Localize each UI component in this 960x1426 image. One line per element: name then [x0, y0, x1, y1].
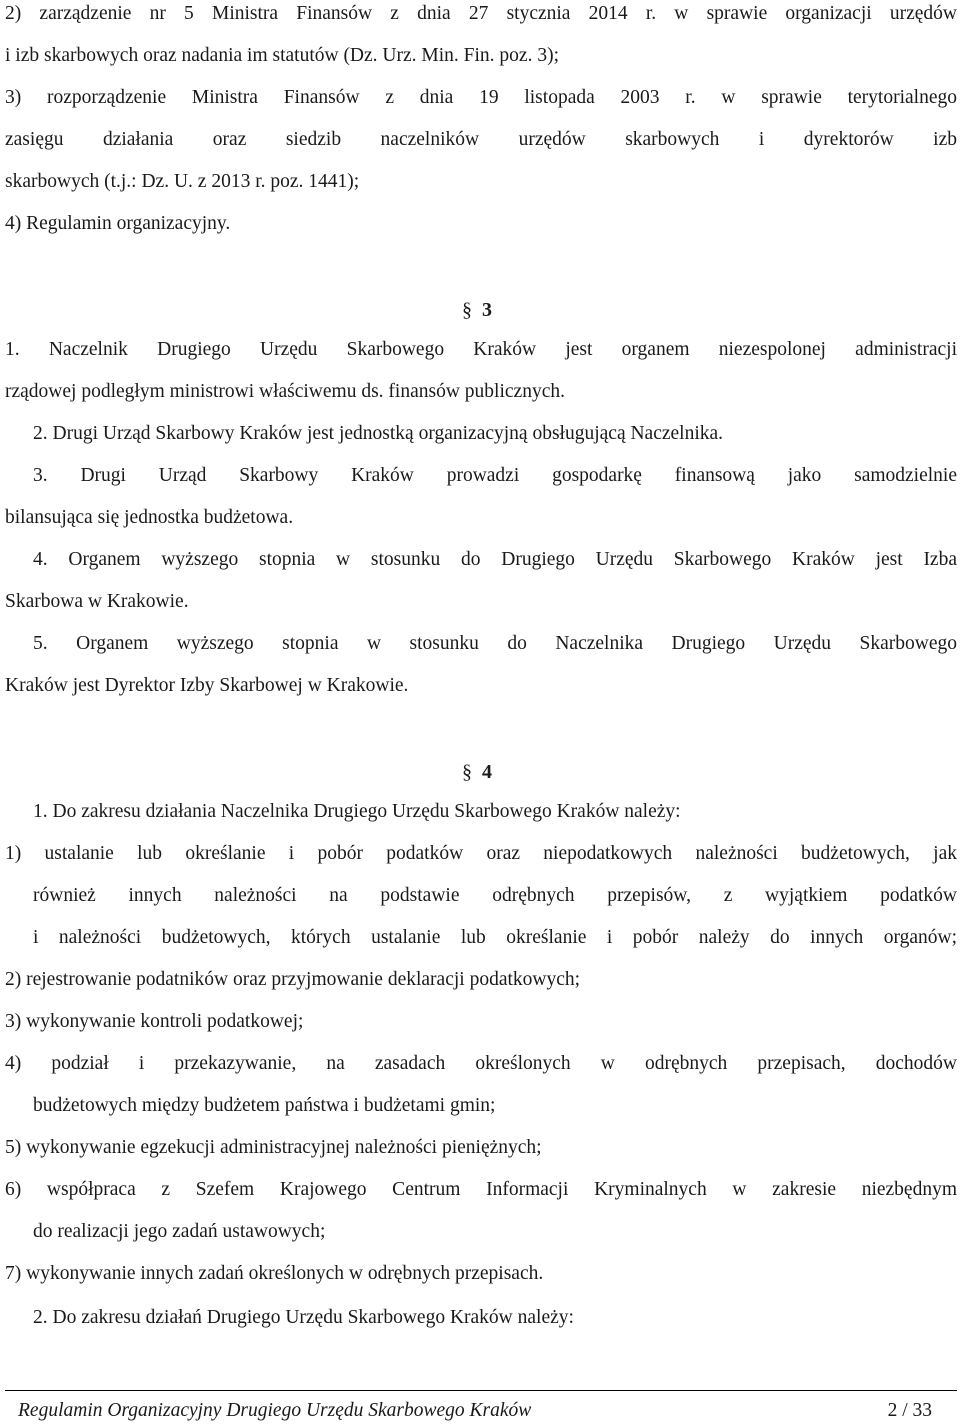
section-3-para-4-line-1: 4. Organem wyższego stopnia w stosunku do Drugiego Urzędu Skarbowego Kraków jest Izba	[33, 549, 957, 570]
section-4-heading	[462, 759, 492, 785]
section-4-item-3: 3) wykonywanie kontroli podatkowej;	[5, 1011, 304, 1032]
section-number: 4	[482, 761, 492, 783]
section-4-item-7: 7) wykonywanie innych zadań określonych w odrębnych przepisach.	[5, 1263, 544, 1284]
footer-page-number: 2 / 33	[887, 1400, 932, 1421]
footer-divider	[5, 1390, 957, 1391]
section-3-para-3-line-1: 3. Drugi Urząd Skarbowy Kraków prowadzi gospodarkę finansową jako samodzielnie	[33, 465, 957, 486]
list-item-3-line-1: 3) rozporządzenie Ministra Finansów z dnia 19 listopada 2003 r. w sprawie terytorialnego	[5, 87, 957, 108]
section-3-para-1-line-2: rządowej podległym ministrowi właściwemu ds. finansów publicznych.	[5, 381, 565, 402]
section-4-item-6-line-2: do realizacji jego zadań ustawowych;	[33, 1221, 326, 1242]
section-3-para-5-line-1: 5. Organem wyższego stopnia w stosunku do Naczelnika Drugiego Urzędu Skarbowego	[33, 633, 957, 654]
section-4-item-1-line-1: 1) ustalanie lub określanie i pobór podatków oraz niepodatkowych należności budżetowych, jak	[5, 843, 957, 864]
section-4-intro-1: 1. Do zakresu działania Naczelnika Drugiego Urzędu Skarbowego Kraków należy:	[33, 801, 681, 822]
section-4-item-1-line-2: również innych należności na podstawie odrębnych przepisów, z wyjątkiem podatków	[33, 885, 957, 906]
section-4-item-1-line-3: i należności budżetowych, których ustalanie lub określanie i pobór należy do innych organów;	[33, 927, 957, 948]
section-4-item-4-line-1: 4) podział i przekazywanie, na zasadach określonych w odrębnych przepisach, dochodów	[5, 1053, 957, 1074]
section-4-intro-2: 2. Do zakresu działań Drugiego Urzędu Skarbowego Kraków należy:	[33, 1307, 574, 1328]
section-symbol: §	[462, 299, 472, 321]
list-item-3-line-3: skarbowych (t.j.: Dz. U. z 2013 r. poz. 1441);	[5, 171, 360, 192]
footer-document-title: Regulamin Organizacyjny Drugiego Urzędu Skarbowego Kraków	[18, 1400, 532, 1421]
section-3-heading	[462, 297, 492, 323]
list-item-2-line-2: i izb skarbowych oraz nadania im statutów (Dz. Urz. Min. Fin. poz. 3);	[5, 45, 559, 66]
section-number: 3	[482, 299, 492, 321]
section-3-para-5-line-2: Kraków jest Dyrektor Izby Skarbowej w Krakowie.	[5, 675, 409, 696]
list-item-3-line-2: zasięgu działania oraz siedzib naczelników urzędów skarbowych i dyrektorów izb	[5, 129, 957, 150]
section-4-item-2: 2) rejestrowanie podatników oraz przyjmowanie deklaracji podatkowych;	[5, 969, 581, 990]
section-4-item-6-line-1: 6) współpraca z Szefem Krajowego Centrum Informacji Kryminalnych w zakresie niezbędnym	[5, 1179, 957, 1200]
section-3-para-3-line-2: bilansująca się jednostka budżetowa.	[5, 507, 294, 528]
list-item-2-line-1: 2) zarządzenie nr 5 Ministra Finansów z dnia 27 stycznia 2014 r. w sprawie organizacji urzędów	[5, 3, 957, 24]
section-4-item-5: 5) wykonywanie egzekucji administracyjnej należności pieniężnych;	[5, 1137, 542, 1158]
section-3-para-4-line-2: Skarbowa w Krakowie.	[5, 591, 189, 612]
section-symbol: §	[462, 761, 472, 783]
section-4-item-4-line-2: budżetowych między budżetem państwa i budżetami gmin;	[33, 1095, 496, 1116]
section-3-para-1-line-1: 1. Naczelnik Drugiego Urzędu Skarbowego Kraków jest organem niezespolonej administracji	[5, 339, 957, 360]
section-3-para-2: 2. Drugi Urząd Skarbowy Kraków jest jednostką organizacyjną obsługującą Naczelnika.	[33, 423, 724, 444]
list-item-4: 4) Regulamin organizacyjny.	[5, 213, 231, 234]
